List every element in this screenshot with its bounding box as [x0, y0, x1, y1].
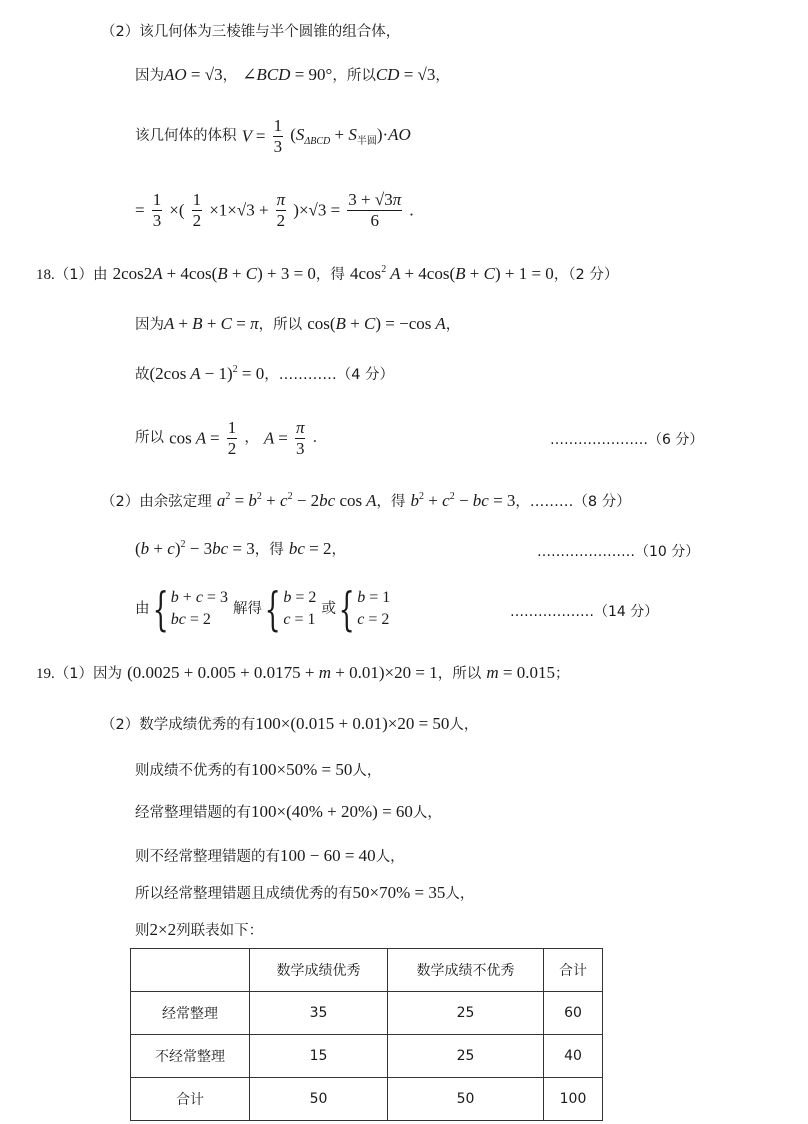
table-cell: 15	[250, 1035, 388, 1078]
table-cell: 50	[250, 1078, 388, 1121]
table-cell: 50	[388, 1078, 544, 1121]
contingency-table	[130, 948, 603, 1121]
q19-both-line: 所以经常整理错题且成绩优秀的有50×70% = 35人，	[135, 883, 475, 902]
table-cell: 100	[544, 1078, 603, 1121]
q17-volume-result: = $\frac{1}{3}$ ×( $\frac{1}{2}$ ×1×√3 + $\frac{\pi}{2}$ )×√3 = $\frac{3 + √3\pi}{6}$ .	[135, 190, 414, 230]
q19-excellent-line: （2）数学成绩优秀的有100×(0.015 + 0.01)×20 = 50人，	[101, 714, 479, 733]
table-cell: 25	[388, 992, 544, 1035]
q17-part2-intro: （2）该几何体为三棱锥与半个圆锥的组合体，	[101, 24, 401, 40]
table-cell: 合计	[131, 1078, 250, 1121]
table-row	[131, 1078, 603, 1121]
q18-cosA-line: 所以 cos A = $\frac{1}{2}$ ， A = $\frac{\pi}{3}$ ．	[135, 418, 328, 458]
score-6: …………………（6 分）	[550, 432, 704, 448]
table-row	[131, 1035, 603, 1078]
q19-part1-line: 19.（1）因为 (0.0025 + 0.005 + 0.0175 + m + 0.01)×20 = 1，所以 m = 0.015；	[36, 663, 570, 682]
score-10: …………………（10 分）	[537, 544, 700, 560]
q18-part2-line: （2）由余弦定理 $a^2 = b^2 + c^2 - 2bc$ cos A，得 $b^2 + c^2$ − bc = 3，………（8 分）	[101, 491, 631, 510]
q18-bc-line: $(b + c)^2 - 3bc = 3$，得 bc = 2，	[135, 539, 346, 558]
score-14: ………………（14 分）	[510, 604, 659, 620]
table-header-cell: 合计	[544, 949, 603, 992]
q18-angle-sum-line: 因为A + B + C = π，所以 cos(B + C) = −cos A，	[135, 314, 461, 333]
q18-system-line: 由{ b + c = 3 bc = 2 解得{ b = 2 c = 1 或{ b = 1 c = 2	[135, 582, 391, 636]
q19-not-excellent-line: 则成绩不优秀的有100×50% = 50人，	[135, 760, 382, 779]
table-row	[131, 992, 603, 1035]
table-cell: 60	[544, 992, 603, 1035]
q19-not-organize-line: 则不经常整理错题的有100 − 60 = 40人，	[135, 846, 405, 865]
q17-because-line: 因为AO = √3， ∠BCD = 90°，所以CD = √3，	[135, 65, 450, 84]
table-header-cell: 数学成绩优秀	[250, 949, 388, 992]
table-cell: 25	[388, 1035, 544, 1078]
table-header-cell: 数学成绩不优秀	[388, 949, 544, 992]
table-header-cell	[131, 949, 250, 992]
table-cell: 35	[250, 992, 388, 1035]
table-header-row	[131, 949, 603, 992]
q17-volume-formula: 该几何体的体积 V = $\frac{1}{3}$ $(S_{\Delta BCD} + S_{半圆})\cdot AO$	[135, 116, 411, 156]
q19-table-intro: 则2×2列联表如下：	[135, 920, 264, 939]
q18-square-line: 故(2cos A − 1)$^2$ = 0，…………（4 分）	[135, 364, 395, 383]
q19-organize-line: 经常整理错题的有100×(40% + 20%) = 60人，	[135, 802, 442, 821]
table-cell: 不经常整理	[131, 1035, 250, 1078]
q18-part1-line: 18.（1）由 2cos2A + 4cos(B + C) + 3 = 0，得 $4\cos^2$ A + 4cos(B + C) + 1 = 0，（2 分）	[36, 264, 619, 283]
table-cell: 经常整理	[131, 992, 250, 1035]
table-cell: 40	[544, 1035, 603, 1078]
